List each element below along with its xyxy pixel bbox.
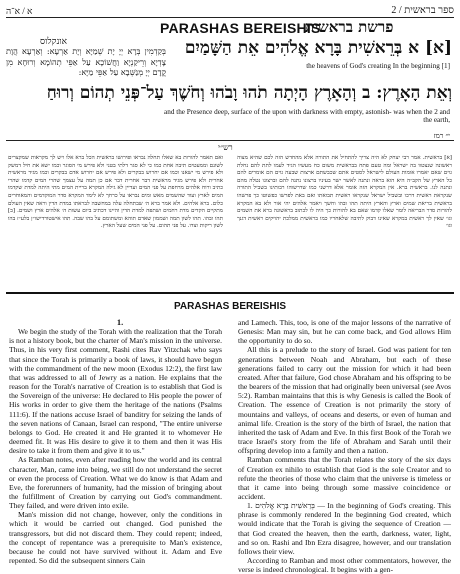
footnote-marker: י״ רמז	[433, 132, 450, 140]
text-rule	[6, 140, 454, 141]
commentary-paragraph: According to Ramban and most other commentators, however, the verse is indeed chronological. It begins with a gen-	[238, 556, 451, 574]
commentary-rule	[6, 292, 454, 294]
onkelos-text: בְּקַדְמִין בְּרָא יְיָ יָת שְׁמַיָּא וְיָת אַרְעָא: וְאַרְעָא הֲוָת צָדְיָא וְרֵיקַנְיָא וַחֲשׁוֹכָא עַל אַפֵּי תְהוֹמָא וְרוּחָא מִן קֳדָם יְיָ מְנַשְּׁבָא עַל אַפֵּי מַיָּא:	[6, 46, 166, 77]
rashi-column-right: [א] בראשית. אמר רבי יצחק לא היה צריך להתחיל את התורה אלא מהחדש הזה לכם שהיא מצוה ראשונה שנצטוו בה ישראל ומה טעם פתח בבראשית משום כח מעשיו הגיד לעמו לתת להם נחלת גוים שאם יאמרו אומות העולם לישראל לסטים אתם שכבשתם ארצות שבעה גוים הם אומרים להם כל הארץ של הקב״ה היא הוא בראה ונתנה לאשר ישר בעיניו ברצונו נתנה להם וברצונו נטלה מהם ונתנה לנו. בראשית ברא. אין המקרא הזה אומר אלא דרשני כמו שדרשוהו רבותינו בשביל התורה שנקראת ראשית דרכו ובשביל ישראל שנקראו ראשית תבואתו ואם באת לפרשו כפשוטו כך פרשהו בראשית בריאת שמים וארץ והארץ היתה תהו ובהו וחשך ויאמר אלהים יהי אור ולא בא המקרא להורות סדר הבריאה לומר שאלו קדמו שאם בא להורות כך היה לו לכתוב בראשונה ברא את השמים וגו׳ שאין לך ראשית במקרא שאינו דבוק לתיבה שלאחריו כמו בראשית ממלכת יהויקים ראשית דגנך וגו׳	[237, 155, 452, 230]
running-head-left: א / א־ה	[6, 6, 33, 16]
commentary-paragraph: We begin the study of the Torah with the realization that the Torah is not a history book, but the charter of Man's mission in the universe. Thus, in his very first comment, Rashi cites Rav Yitzchak who says that since the Torah is primarily a book of laws, it should have begun with the commandment of the new moon (Exodus 12:2), the first law that was addressed to all of Jewry as a nation. He explains that the reason for the Torah's narrative of Creation is to establish that God is the Sovereign of the universe: He declared to His people the power of His works in order to give them the heritage of the nations (Psalms 111:6). If the nations accuse Israel of banditry for seizing the lands of the seven nations of Canaan, Israel can respond, "The entire universe belongs to God. He created it and He granted it to whomever He deemed fit. It was His desire to give it to them and then it was His desire to take it from them and give it to us."	[9, 327, 222, 456]
commentary-paragraph: As Ramban notes, even after reading how the world and its central character, Man, came into being, we still do not understand the secret or even the process of Creation. What we do know is that Adam and Eve, the forerunners of humanity, had the mission of bringing about the fulfillment of Creation by carrying out God's commandment. They failed, and were driven into exile.	[9, 455, 222, 511]
running-head-right: ספר בראשית / 2	[391, 5, 454, 16]
commentary-paragraph: and Lamech. This, too, is one of the major lessons of the narrative of Genesis: Man may sin, but he can come back, and God allows Him the opportunity to do so.	[238, 318, 451, 346]
commentary-title: PARASHAS BEREISHIS	[173, 301, 287, 312]
commentary-paragraph: Ramban comments that the Torah relates the story of the six days of Creation ex nihilo to establish that God is the sole Creator and to refute the theories of those who claim that the universe is timeless or that it came into being through some massive coincidence or accident.	[238, 455, 451, 501]
parasha-title-hebrew: פרשת בראשית	[305, 18, 394, 36]
verse-2-gloss: and the Presence deep, surface of the upon with darkness with empty, astonish- was when the 2 and the earth,	[164, 108, 450, 124]
commentary-paragraph: All this is a prelude to the story of Israel. God was patient for ten generations between Noah and Abraham, but each of these generations failed to carry out the mission for which it had been created. After that failure, God chose Abraham and his offspring to be the bearers of the mission that had originally been universal (see Avos 5:2). Ramban maintains that this is why Genesis is called the Book of Creation. The essence of Creation is not primarily the story of mountains and valleys, of oceans and deserts, or even of human and animal life. Creation is the story of the birth of Israel, the nation that inherited the task of Adam and Eve. In this first Book of the Torah we trace Israel's story from the life of Abraham and Sarah until their offspring develop into a family and then a nation.	[238, 345, 451, 456]
onkelos-label: אונקלוס	[40, 37, 68, 47]
rashi-label: רש״י	[218, 143, 233, 152]
parasha-title-english: PARASHAS BEREISHIS	[160, 20, 321, 36]
commentary-paragraph: 1. בְּרֵאשִׁית בָּרָא אֱלֹהִים — In the beginning of God's creating. This phrase is commonly rendered In the beginning God created, which would indicate that the Torah is giving the sequence of Creation — that God created the heaven, then the earth, darkness, water, light, and so on. Rashi and Ibn Ezra disagree, however, and our translation follows their view.	[238, 501, 451, 556]
rashi-column-left: ואם תאמר להורות בא שאלו תחלה נבראו ופירושו בראשית הכל ברא אלו ויש לך מקראות שמקצרים לשונם וממעטים תיבה אחת כמו כי לא סגר דלתי בטני ולא פירש מי הסוגר וכמו ישא את חיל דמשק ולא פירש מי ישאנו וכמו אם יחרוש בבקרים ולא פירש אם יחרוש אדם בבקרים וכמו מגיד מראשית אחרית ולא פירש מגיד מראשית דבר אחרית דבר אם כן תמה על עצמך שהרי המים קדמו שהרי כתיב ורוח אלהים מרחפת על פני המים ועדיין לא גילה המקרא בריית המים מתי היתה למדת שקדמו המים לארץ ועוד שהשמים מאש ומים נבראו על כרחך לא לימד המקרא סדר המוקדמים והמאוחרים כלום. ברא אלהים. ולא אמר ברא ה׳ שבתחלה עלה במחשבה לבראתו במדת הדין וראה שאין העולם מתקיים הקדים מדת רחמים ושתפה למדת הדין והיינו דכתיב ביום עשות ה׳ אלהים ארץ ושמים. [ב] תהו ובהו. תהו לשון תמה ושממון שאדם תוהא ומשתומם על בהו שבה. תהו אישטורדישו״ן בלע״ז בהו לשון ריקות וצדו. על פני תהום. על פני המים שעל הארץ.	[8, 155, 223, 230]
verse-2-hebrew: וְאֵת הָאָרֶץ: ב וְהָאָרֶץ הָיְתָה תֹהוּ וָבֹהוּ וְחֹשֶׁךְ עַל־פְּנֵי תְהוֹם וְרוּחַ	[46, 83, 452, 103]
commentary-column-left	[9, 317, 222, 566]
verse-1-gloss: the heavens of God's creating In the beginning [1]	[306, 62, 450, 70]
commentary-paragraph: Man's mission did not change, however, only the conditions in which it would be carried out changed. God punished the transgressors, but did not discard them. They could repent; indeed, the concept of repentance was a prerequisite to Man's existence, because he could not have survived without it. Adam and Eve repented. So did the subsequent sinners Cain	[9, 510, 222, 566]
commentary-column-right	[238, 318, 451, 574]
verse-1-hebrew: [א] א בְּרֵאשִׁית בָּרָא אֱלֹהִים אֵת הַשָּׁמַיִם	[184, 38, 452, 58]
section-number: 1.	[116, 317, 124, 327]
